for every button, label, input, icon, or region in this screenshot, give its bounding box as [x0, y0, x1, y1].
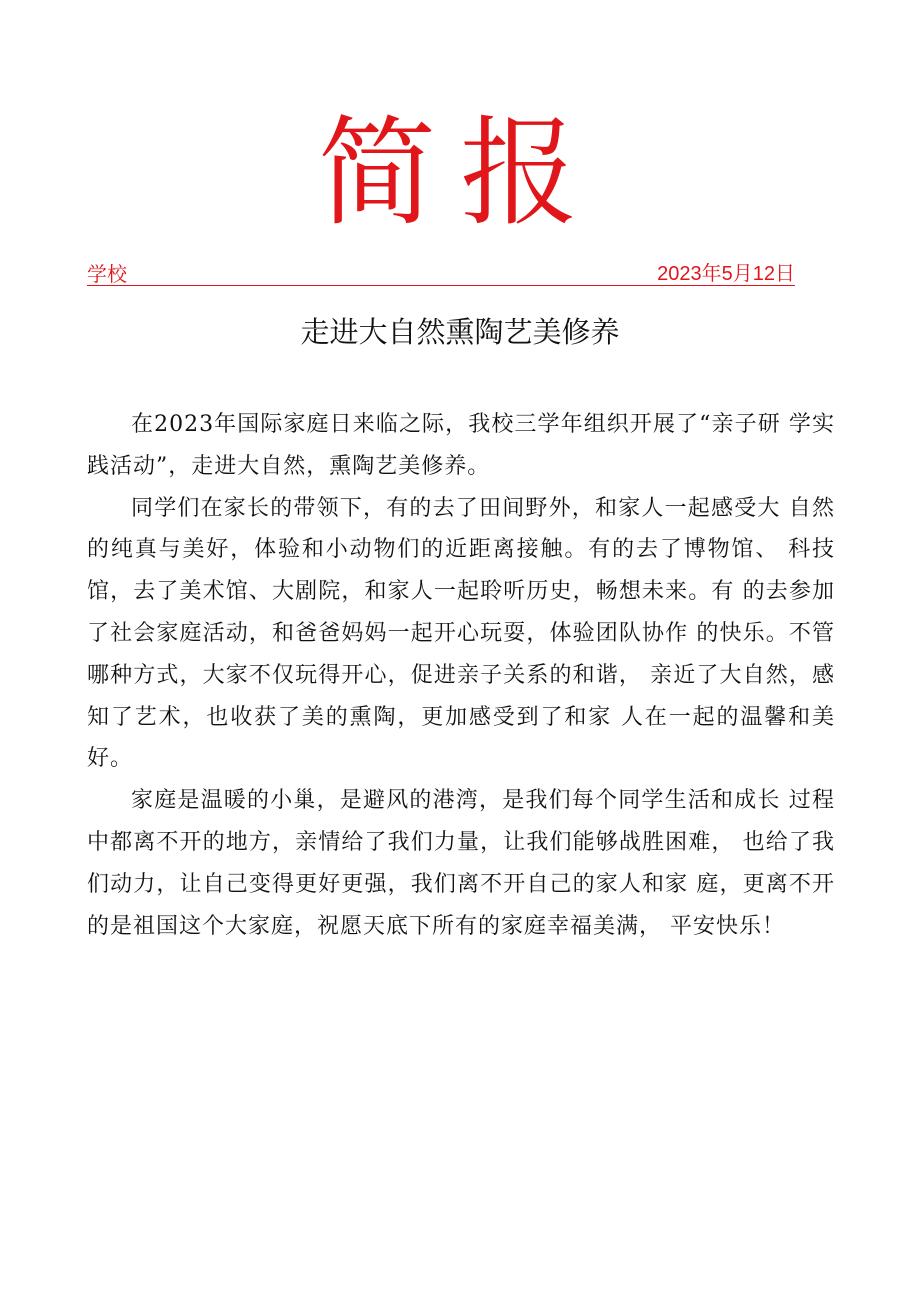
article-body [87, 404, 835, 947]
issue-date: 2023年5月12日 [657, 263, 795, 285]
article-headline: 走进大自然熏陶艺美修养 [300, 315, 620, 349]
header-divider [87, 285, 795, 286]
paragraph-1: 在2023年国际家庭日来临之际，我校三学年组织开展了“亲子研 学实践活动”，走进大自然，熏陶艺美修养。 [87, 412, 835, 479]
paragraph-3: 家庭是温暖的小巢，是避风的港湾，是我们每个同学生活和成长 过程中都离不开的地方，亲情给了我们力量，让我们能够战胜困难， 也给了我们动力，让自己变得更好更强，我们离不开自己的家人和家 庭，更离不开的是祖国这个大家庭，祝愿天底下所有的家庭幸福美满， 平安快乐！ [87, 788, 835, 939]
school-label: 学校 [87, 262, 127, 286]
paragraph-2: 同学们在家长的带领下，有的去了田间野外，和家人一起感受大 自然的纯真与美好，体验和小动物们的近距离接触。有的去了博物馆、 科技馆，去了美术馆、大剧院，和家人一起聆听历史，畅想未来。有 的去参加了社会家庭活动，和爸爸妈妈一起开心玩耍，体验团队协作 的快乐。不管哪种方式，大家不仅玩得开心，促进亲子关系的和谐， 亲近了大自然，感知了艺术，也收获了美的熏陶，更加感受到了和家 人在一起的温馨和美好。 [87, 495, 835, 772]
masthead-title: 简报 [317, 104, 602, 242]
